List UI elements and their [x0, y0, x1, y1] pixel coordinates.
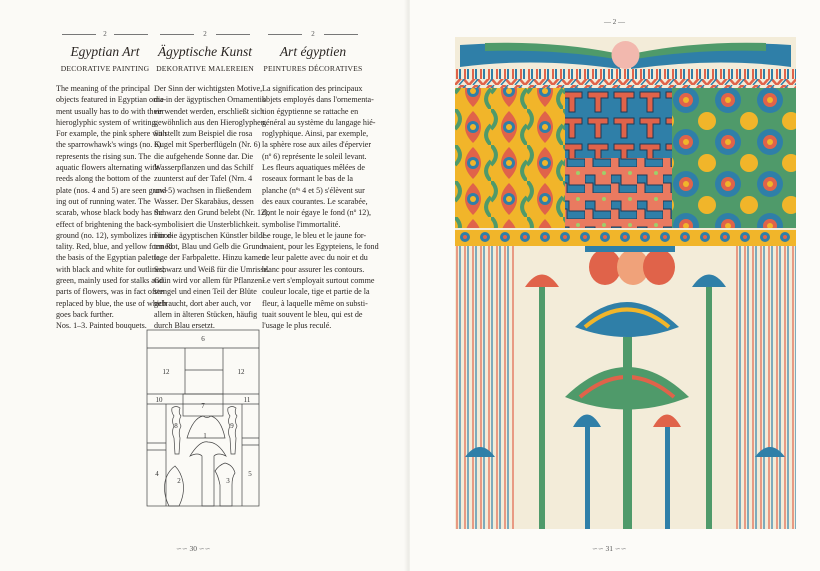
panel-meander-red — [565, 158, 672, 228]
ornament-icon: ∽∽ — [176, 545, 190, 553]
egyptian-ornament-plate — [455, 37, 796, 529]
page-number-right — [592, 544, 626, 553]
ornament-icon: ∽∽ — [196, 545, 211, 553]
folio-number: 31 — [605, 544, 613, 553]
diagram-label: 10 — [155, 396, 163, 404]
plate-number: 2 — [262, 30, 364, 40]
column-german — [154, 30, 270, 332]
diagram-label: 12 — [237, 368, 245, 376]
diagram-label: 3 — [226, 477, 230, 485]
column-title: Art égyptien — [279, 44, 347, 59]
diagram-label: 4 — [155, 470, 159, 478]
column-subtitle: DECORATIVE PAINTING — [60, 64, 150, 73]
panel-rosettes — [672, 88, 796, 228]
plate-key-diagram — [145, 328, 261, 508]
panel-meander-blue — [565, 88, 672, 158]
plate-number: — 2 — — [604, 18, 625, 26]
column-title: Ägyptische Kunst — [157, 44, 253, 59]
column-subtitle: PEINTURES DÉCORATIVES — [263, 64, 363, 73]
column-french — [262, 30, 379, 332]
diagram-label: 5 — [248, 470, 252, 478]
frieze-border — [455, 230, 796, 246]
plate-number-text: 2 — [612, 18, 617, 26]
left-page — [0, 0, 408, 571]
page-number-left — [176, 544, 210, 553]
winged-sun-band — [455, 37, 796, 79]
folio-number: 30 — [189, 544, 197, 553]
column-english — [56, 30, 174, 332]
diagram-label: 8 — [174, 422, 178, 430]
diagram-label: 11 — [243, 396, 251, 404]
pink-sun-disc — [612, 41, 640, 69]
ornament-icon: ∽∽ — [592, 545, 606, 553]
column-body: Der Sinn der wichtigsten Motive, die in der ägyptischen Ornamentik verwendet werden, erschließt sich gewöhnlich aus den Hieroglyphen. So stellt zum Beispiel die rosa Kugel mit Sperberflügeln (Nr. 6) die aufgehende Sonne dar. Die Wasserpflanzen und das Schilf zuunterst auf der Tafel (Nrn. 4 und 5) wachsen in fließendem Wasser. Der Skarabäus, dessen Schwarz den Grund belebt (Nr. 12), symbolisiert die Unsterblichkeit. Für die ägyptischen Künstler bilde- ten Rot, Blau und Gelb die Grund- lage der Farbpalette. Hinzu kamen Schwarz und Weiß für die Umrisse. Grün wird vor allem für Pflanzen- stengel und einen Teil der Blüte gebraucht, dort aber auch, vor allem in älteren Stücken, häufig durch Blau ersetzt. — [154, 84, 270, 331]
plate-number: 2 — [56, 30, 154, 40]
column-body: The meaning of the principal objects featured in Egyptian orna- ment usually has to do with their hieroglyphic system of writing. For example, the pink sphere with the sparrowhawk's wings (no. 6) represents the rising sun. The aquatic flowers alternating with reeds along the bottom of the plate (nos. 4 and 5) are seen grow- ing out of running water. The scarab, whose black body has the effect of brightening the back- ground (no. 12), symbolizes immor- tality. Red, blue, and yellow formed the basis of the Egyptian palette, with black and white for outlines; green, mainly used for stalks and parts of flowers, was in fact often replaced by blue, the use of which goes back further. Nos. 1–3. Painted bouquets. — [56, 84, 174, 331]
vases — [585, 246, 675, 285]
plate-number: 2 — [154, 30, 256, 40]
zigzag-border — [455, 79, 796, 88]
column-title: Egyptian Art — [70, 44, 140, 59]
diagram-label: 6 — [201, 335, 205, 343]
diagram-label: 7 — [201, 402, 205, 410]
column-body: La signification des principaux objets employés dans l'ornementa- tion égyptienne se rattache en général au système du langage hié- roglyphique. Ainsi, par exemple, la sphère rose aux ailes d'épervier (nº 6) représente le soleil levant. Les fleurs aquatiques mêlées de roseaux formant le bas de la planche (nºˢ 4 et 5) s'élèvent sur des eaux courantes. Le scarabée, dont le noir égaye le fond (nº 12), symbolise l'immortalité. Le rouge, le bleu et le jaune for- maient, pour les Egypteiens, le fond de leur palette avec du noir et du blanc pour assurer les contours. Le vert s'employait surtout comme couleur locale, tige et partie de la fleur, à laquelle même on substi- tuait souvent le bleu, qui est de l'usage le plus reculé. — [262, 84, 379, 331]
column-subtitle: DEKORATIVE MALEREIEN — [156, 64, 254, 73]
diagram-label: 12 — [162, 368, 170, 376]
diagram-label: 1 — [203, 432, 207, 440]
diagram-label: 2 — [177, 477, 181, 485]
panel-lotus-scale — [455, 88, 565, 228]
diagram-label: 9 — [230, 422, 234, 430]
ornament-icon: ∽∽ — [612, 545, 627, 553]
